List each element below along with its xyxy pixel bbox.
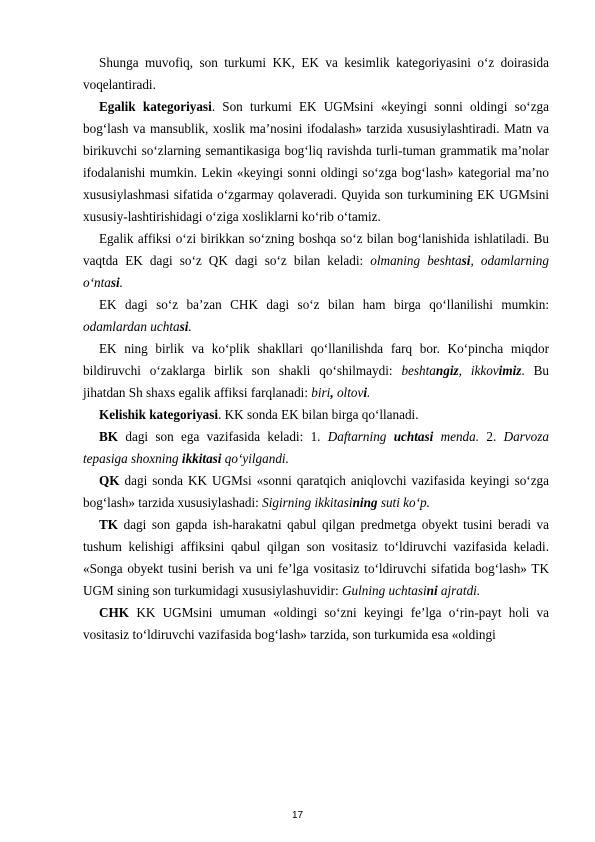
- italic-text-run: ajratdi.: [437, 583, 481, 598]
- bold-text-run: Egalik kategoriyasi: [99, 99, 212, 114]
- italic-text-run: Darvoza tepasiga shoxning: [83, 429, 549, 466]
- italic-text-run: , ikkov: [458, 363, 499, 378]
- bold-italic-text-run: uchtasi: [393, 429, 434, 444]
- bold-text-run: Kelishik kategoriyasi: [99, 407, 219, 422]
- paragraph: [83, 52, 549, 96]
- text-run: . KK sonda EK bilan birga qo‘llanadi.: [218, 407, 419, 422]
- paragraph: [83, 602, 549, 646]
- italic-text-run: qo‘yilgandi.: [221, 451, 289, 466]
- paragraph: [83, 514, 549, 602]
- paragraph: [83, 338, 549, 404]
- bold-italic-text-run: ikkitasi: [181, 451, 222, 466]
- text-run: dagi son ega vazifasida keladi: 1.: [118, 429, 328, 444]
- paragraph: [83, 426, 549, 470]
- text-run: . Son turkumi EK UGMsini «keyingi sonni oldingi so‘zga bog‘lash va mansublik, xoslik ma’nosini ifodalash» tarzida xususiylashtiradi. Matn va birikuvchi so‘zlarning semantikasiga bog‘liq ravishda turli-tuman grammatik ma’nolar ifodalanishi mumkin. Lekin «keyingi sonni oldingi so‘zga bog‘lash» kategorial ma’no xususiylashmasi sifatida o‘zgarmay qolaveradi. Quyida son turkumining EK UGMsini xususiy-lashtirishidagi o‘ziga xosliklarni ko‘rib o‘tamiz.: [83, 99, 549, 224]
- paragraph: [83, 404, 549, 426]
- bold-text-run: BK: [99, 429, 119, 444]
- text-run: Shunga muvofiq, son turkumi KK, EK va kesimlik kategoriyasini o‘z doirasida voqelantiradi.: [83, 55, 549, 92]
- italic-text-run: Daftarning: [327, 429, 394, 444]
- paragraph: [83, 96, 549, 228]
- text-run: EK ning birlik va ko‘plik shakllari qo‘llanilishda farq bor. Ko‘pincha miqdor bildiruvchi o‘zaklarga birlik son shakli qo‘shilmaydi:: [83, 341, 549, 378]
- italic-text-run: .: [119, 275, 123, 290]
- bold-italic-text-run: si: [179, 319, 189, 334]
- italic-text-run: .: [367, 385, 371, 400]
- bold-italic-text-run: ni: [426, 583, 438, 598]
- bold-text-run: TK: [99, 517, 119, 532]
- italic-text-run: .: [188, 319, 192, 334]
- italic-text-run: oltov: [333, 385, 364, 400]
- page-number: 17: [291, 810, 304, 821]
- document-body: [83, 52, 549, 646]
- bold-italic-text-run: si: [461, 253, 471, 268]
- italic-text-run: menda.: [433, 429, 487, 444]
- italic-text-run: beshta: [401, 363, 436, 378]
- bold-italic-text-run: ,: [330, 385, 334, 400]
- text-run: EK dagi so‘z ba’zan CHK dagi so‘z bilan ham birga qo‘llanilishi mumkin:: [99, 297, 549, 312]
- bold-italic-text-run: imiz: [498, 363, 522, 378]
- text-run: Egalik affiksi o‘zi birikkan so‘zning boshqa so‘z bilan bog‘lanishida ishlatiladi. Bu vaqtda EK dagi so‘z QK dagi so‘z bilan keladi:: [83, 231, 549, 268]
- paragraph: [83, 470, 549, 514]
- text-run: . Bu jihatdan Sh shaxs egalik affiksi farqlanadi:: [83, 363, 549, 400]
- bold-italic-text-run: ngiz: [435, 363, 459, 378]
- paragraph: [83, 294, 549, 338]
- text-run: KK UGMsini umuman «oldingi so‘zni keyingi fe’lga o‘rin-payt holi va vositasiz to‘ldiruvchi vazifasida bog‘lash» tarzida, son turkumida esa «oldingi: [83, 605, 549, 642]
- bold-text-run: QK: [99, 473, 120, 488]
- italic-text-run: biri: [311, 385, 331, 400]
- bold-italic-text-run: ning: [352, 495, 378, 510]
- bold-text-run: CHK: [99, 605, 130, 620]
- italic-text-run: Gulning uchtasi: [342, 583, 427, 598]
- text-run: dagi son gapda ish-harakatni qabul qilgan predmetga obyekt tusini beradi va tushum kelishigi affiksini qabul qilgan son vositasiz to‘ldiruvchi vazifasida keladi. «Songa obyekt tusini berish va uni fe’lga vositasiz to‘ldiruvchi sifatida bog‘lash» TK UGM sining son turkumidagi xususiylashuvidir:: [83, 517, 549, 598]
- italic-text-run: , odamlarning o‘nta: [83, 253, 549, 290]
- text-run: dagi sonda KK UGMsi «sonni qaratqich aniqlovchi vazifasida keyingi so‘zga bog‘lash» tarzida xususiylashadi:: [83, 473, 549, 510]
- italic-text-run: suti ko‘p.: [377, 495, 430, 510]
- paragraph: [83, 228, 549, 294]
- text-run: 2.: [486, 429, 504, 444]
- italic-text-run: olmaning beshta: [370, 253, 462, 268]
- bold-italic-text-run: si: [110, 275, 120, 290]
- bold-italic-text-run: i: [363, 385, 367, 400]
- italic-text-run: Sigirning ikkitasi: [262, 495, 353, 510]
- italic-text-run: odamlardan uchta: [83, 319, 180, 334]
